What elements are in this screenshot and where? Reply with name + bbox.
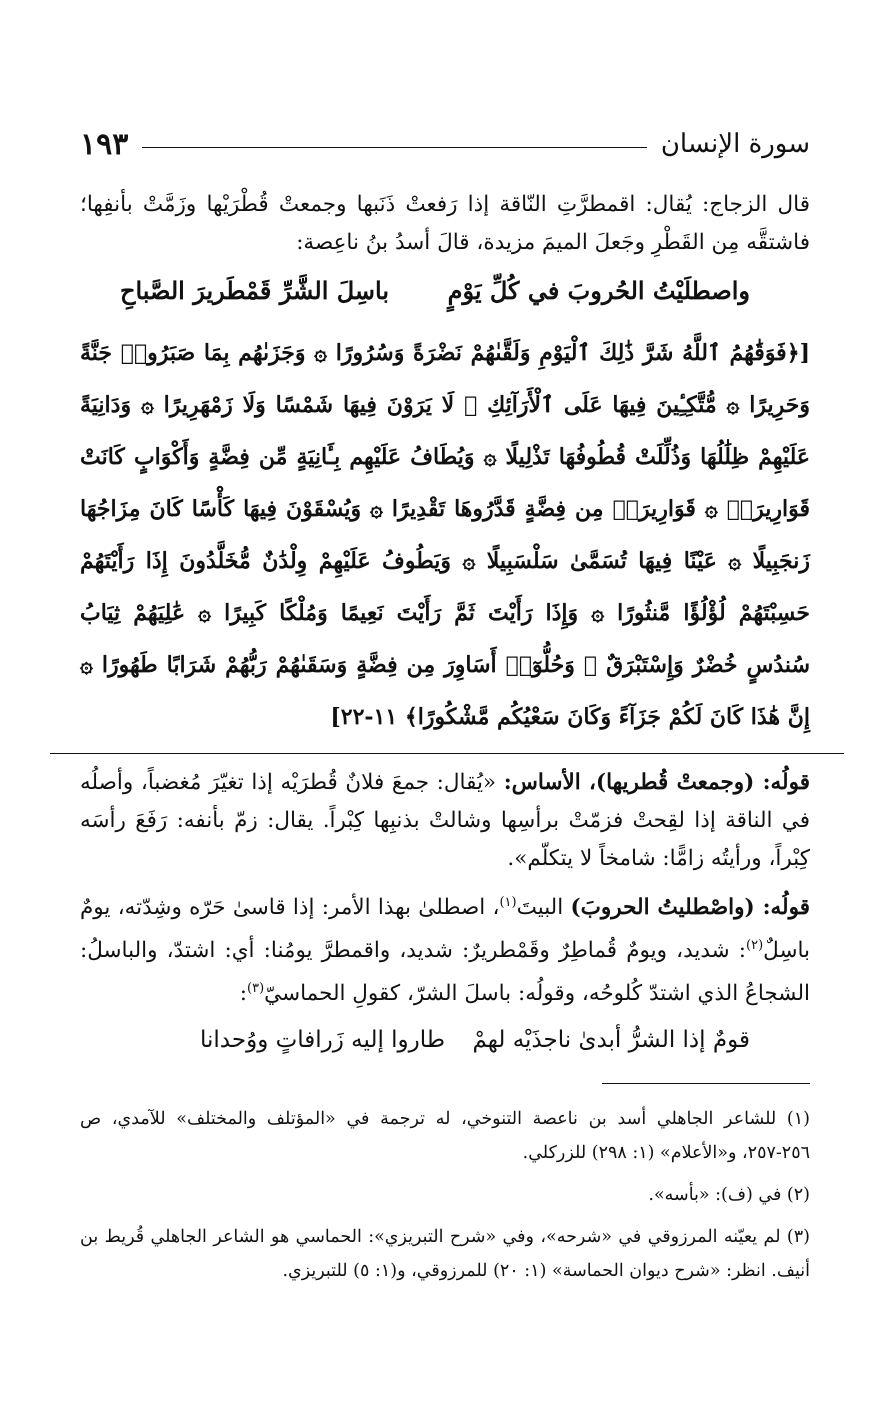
- commentary-2-part-c: : شديد، ويومٌ قُماطِرٌ وقَمْطريرٌ: شديد، واقمطرَّ يومُنا: أي: اشتدّ، والباسلُ: الشجاعُ الذي اشتدّ كُلوحُه، وقولُه: باسلَ الشرّ، كقولِ الحماسيّ: [80, 938, 810, 1007]
- top-paragraph: قال الزجاج: يُقال: اقمطرَّتِ النّاقة إذا رَفعتْ ذَنَبها وجمعتْ قُطْرَيْها وزَمَّتْ بأنفِها؛ فاشتقَّه مِن القَطْرِ وجَعلَ الميمَ مزيدة، قالَ أسدُ بنُ ناعِصة:: [80, 192, 810, 255]
- surah-title: سورة الإنسان: [660, 129, 810, 159]
- commentary-2-lemma: قولُه: (واصْطليتُ الحروبَ): [570, 895, 810, 921]
- quran-text: [﴿فَوَقَٰهُمُ ٱللَّهُ شَرَّ ذَٰلِكَ ٱلْيَوْمِ وَلَقَّىٰهُمْ نَضْرَةً وَسُرُورًا ۞ وَجَزَىٰهُم بِمَا صَبَرُوا۟ جَنَّةً وَحَرِيرًا ۞ مُّتَّكِـِٔينَ فِيهَا عَلَى ٱلْأَرَآئِكِ ۖ لَا يَرَوْنَ فِيهَا شَمْسًا وَلَا زَمْهَرِيرًا ۞ وَدَانِيَةً عَلَيْهِمْ ظِلَٰلُهَا وَذُلِّلَتْ قُطُوفُهَا تَذْلِيلًا ۞ وَيُطَافُ عَلَيْهِم بِـَٔانِيَةٍ مِّن فِضَّةٍ وَأَكْوَابٍ كَانَتْ قَوَارِيرَا۠ ۞ قَوَارِيرَا۟ مِن فِضَّةٍ قَدَّرُوهَا تَقْدِيرًا ۞ وَيُسْقَوْنَ فِيهَا كَأْسًا كَانَ مِزَاجُهَا زَنجَبِيلًا ۞ عَيْنًا فِيهَا تُسَمَّىٰ سَلْسَبِيلًا ۞ وَيَطُوفُ عَلَيْهِمْ وِلْدَٰنٌ مُّخَلَّدُونَ إِذَا رَأَيْتَهُمْ حَسِبْتَهُمْ لُؤْلُؤًا مَّنثُورًا ۞ وَإِذَا رَأَيْتَ ثَمَّ رَأَيْتَ نَعِيمًا وَمُلْكًا كَبِيرًا ۞ عَٰلِيَهُمْ ثِيَابُ سُندُسٍ خُضْرٌ وَإِسْتَبْرَقٌ ۖ وَحُلُّوٓا۟ أَسَاوِرَ مِن فِضَّةٍ وَسَقَىٰهُمْ رَبُّهُمْ شَرَابًا طَهُورًا ۞ إِنَّ هَٰذَا كَانَ لَكُمْ جَزَآءً وَكَانَ سَعْيُكُم مَّشْكُورًا﴾: [80, 340, 810, 730]
- footnote-3: (٣) لم يعيّنه المرزوقي في «شرحه»، وفي «شرح التبريزي»: الحماسي هو الشاعر الجاهلي قُريط بن أنيف. انظر: «شرح ديوان الحماسة» (١: ٢٠) للمرزوقي، و(١: ٥) للتبريزي.: [80, 1227, 810, 1282]
- verse-1-first-hemistich: واصطلَيْتُ الحُروبَ في كُلِّ يَوْمٍ: [447, 276, 750, 305]
- commentary-paragraph-1: [80, 764, 810, 878]
- footnote-ref-3: (٣): [247, 981, 265, 997]
- commentary-2-part-a: البيتَ: [516, 895, 571, 921]
- page-number: ١٩٣: [80, 126, 129, 162]
- commentary-1-body: «يُقال: جمعَ فلانٌ قُطرَيْه إذا تغيّرَ مُغضباً، وأصلُه في الناقة إذا لقِحتْ فزمّتْ برأسِها وشالتْ بذنبِها كِبْراً. يقال: زمّ بأنفه: رَفَعَ رأسَه كِبْراً، ورأيتُه زامًّا: شامخاً لا يتكلّم».: [80, 770, 810, 871]
- footnote-2: (٢) في (ف): «بأسه».: [648, 1185, 810, 1206]
- commentary-1-lemma: قولُه: (وجمعتْ قُطريها)، الأساس:: [503, 770, 810, 795]
- footnotes: [80, 1102, 810, 1288]
- commentary-separator: [50, 753, 844, 754]
- verse-2-first-hemistich: قومٌ إذا الشرُّ أبدىٰ ناجذَيْه لهمْ: [472, 1027, 750, 1054]
- header-rule: [142, 147, 646, 148]
- commentary-2-part-d: :: [239, 981, 248, 1007]
- footnote-rule: [602, 1083, 810, 1084]
- commentary-paragraph-2: [80, 884, 810, 1013]
- quran-verses: [80, 327, 810, 749]
- verse-2-second-hemistich: طاروا إليه زَرافاتٍ ووُحدانا: [200, 1027, 446, 1054]
- poetry-verse-2: [80, 1027, 810, 1053]
- footnote-1: (١) للشاعر الجاهلي أسد بن ناعصة التنوخي، له ترجمة في «المؤتلف والمختلف» للآمدي، ص ٢٥٦-٢٥٧، و«الأعلام» (١: ٢٩٨) للزركلي.: [80, 1109, 810, 1164]
- poetry-verse-1: [80, 276, 810, 305]
- page-header: [80, 120, 810, 168]
- footnote-ref-2: (٢): [746, 938, 764, 954]
- footnote-ref-1: (١): [499, 895, 517, 910]
- commentary: [80, 764, 810, 1013]
- verse-reference: ١١-٢٢]: [330, 704, 398, 730]
- book-page: [80, 120, 810, 1296]
- commentary-2-part-b: ، اصطلىٰ بهذا الأمر: إذا قاسىٰ حَرّه وشِدّته، يومٌ باسِلٌ: [80, 895, 810, 964]
- verse-1-second-hemistich: باسِلَ الشَّرِّ قَمْطَريرَ الصَّباحِ: [120, 276, 390, 305]
